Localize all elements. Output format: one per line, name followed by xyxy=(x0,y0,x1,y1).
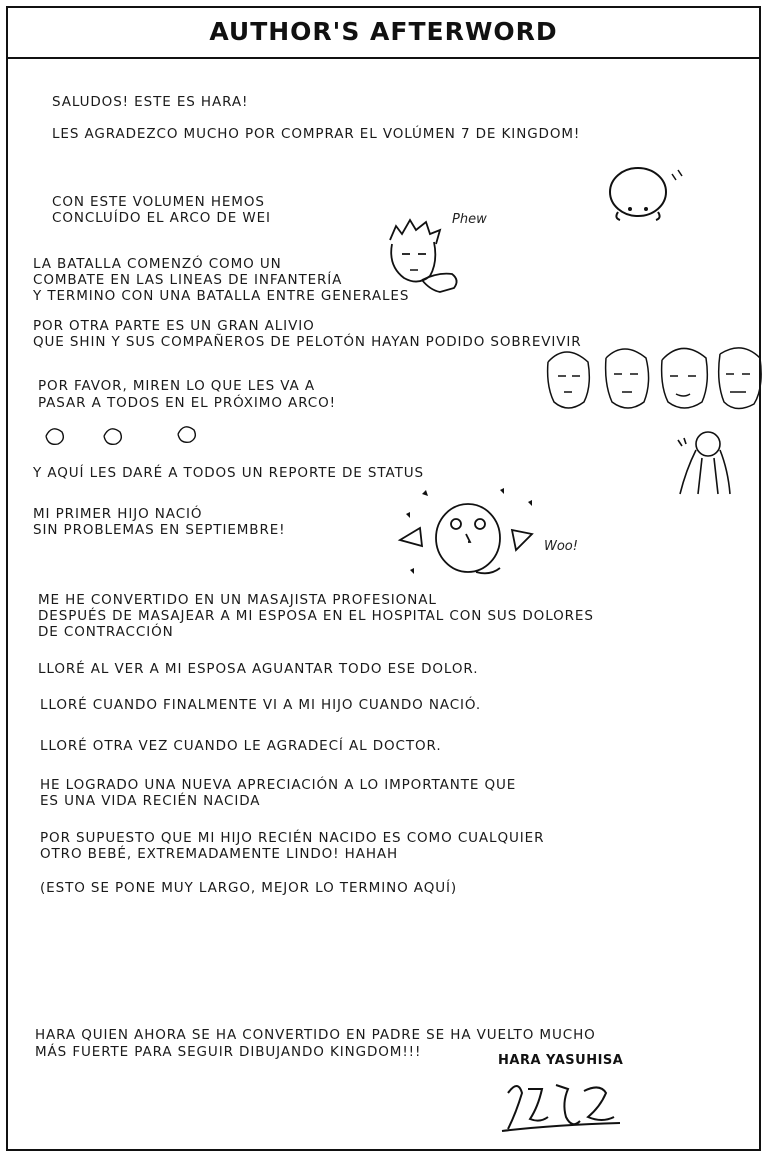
page-title: AUTHOR'S AFTERWORD xyxy=(209,17,558,46)
text-line: LLORÉ CUANDO FINALMENTE VI A MI HIJO CUANDO NACIÓ. xyxy=(40,697,482,713)
text-line: ME HE CONVERTIDO EN UN MASAJISTA PROFESIONAL xyxy=(38,592,437,608)
text-line: COMBATE EN LAS LINEAS DE INFANTERÍA xyxy=(33,272,343,288)
hooded-figure-icon xyxy=(672,428,737,500)
four-faces-icon xyxy=(540,340,765,420)
text-line: CON ESTE VOLUMEN HEMOS xyxy=(52,194,265,210)
text-line: ES UNA VIDA RECIÉN NACIDA xyxy=(40,793,261,809)
pointing-boy-icon xyxy=(372,210,467,300)
text-line: (ESTO SE PONE MUY LARGO, MEJOR LO TERMINO AQUÍ) xyxy=(40,880,458,896)
text-line: Y TERMINO CON UNA BATALLA ENTRE GENERALES xyxy=(33,288,410,304)
text-line: QUE SHIN Y SUS COMPAÑEROS DE PELOTÓN HAYAN PODIDO SOBREVIVIR xyxy=(33,334,582,350)
text-line: HE LOGRADO UNA NUEVA APRECIACIÓN A LO IMPORTANTE QUE xyxy=(40,777,517,793)
text-line: LA BATALLA COMENZÓ COMO UN xyxy=(33,256,282,272)
text-line: POR FAVOR, MIREN LO QUE LES VA A xyxy=(38,378,315,394)
text-line: POR SUPUESTO QUE MI HIJO RECIÉN NACIDO ES COMO CUALQUIER xyxy=(40,830,545,846)
owl-mascot-icon xyxy=(392,484,542,584)
text-line: DESPUÉS DE MASAJEAR A MI ESPOSA EN EL HOSPITAL CON SUS DOLORES xyxy=(38,608,594,624)
round-creature-icon xyxy=(600,162,690,228)
text-line: DE CONTRACCIÓN xyxy=(38,624,174,640)
text-line: Y AQUÍ LES DARÉ A TODOS UN REPORTE DE STATUS xyxy=(33,465,424,481)
woo-sfx: Woo! xyxy=(544,539,578,554)
text-line: PASAR A TODOS EN EL PRÓXIMO ARCO! xyxy=(38,395,336,411)
signature-name: HARA YASUHISA xyxy=(498,1053,624,1068)
text-line: CONCLUÍDO EL ARCO DE WEI xyxy=(52,210,271,226)
page-header xyxy=(6,6,761,59)
text-line: OTRO BEBÉ, EXTREMADAMENTE LINDO! HAHAH xyxy=(40,846,399,862)
text-line: MÁS FUERTE PARA SEGUIR DIBUJANDO KINGDOM!!! xyxy=(35,1044,422,1060)
text-line: SIN PROBLEMAS EN SEPTIEMBRE! xyxy=(33,522,286,538)
text-line: SALUDOS! ESTE ES HARA! xyxy=(52,94,249,110)
text-line: LES AGRADEZCO MUCHO POR COMPRAR EL VOLÚMEN 7 DE KINGDOM! xyxy=(52,126,581,142)
phew-sfx: Phew xyxy=(452,212,487,227)
text-line: MI PRIMER HIJO NACIÓ xyxy=(33,506,203,522)
small-birds-icon xyxy=(40,420,220,450)
text-line: LLORÉ AL VER A MI ESPOSA AGUANTAR TODO ESE DOLOR. xyxy=(38,661,479,677)
signature-scribble xyxy=(498,1075,628,1137)
text-line: LLORÉ OTRA VEZ CUANDO LE AGRADECÍ AL DOCTOR. xyxy=(40,738,442,754)
text-line: POR OTRA PARTE ES UN GRAN ALIVIO xyxy=(33,318,315,334)
text-line: HARA QUIEN AHORA SE HA CONVERTIDO EN PADRE SE HA VUELTO MUCHO xyxy=(35,1027,596,1043)
